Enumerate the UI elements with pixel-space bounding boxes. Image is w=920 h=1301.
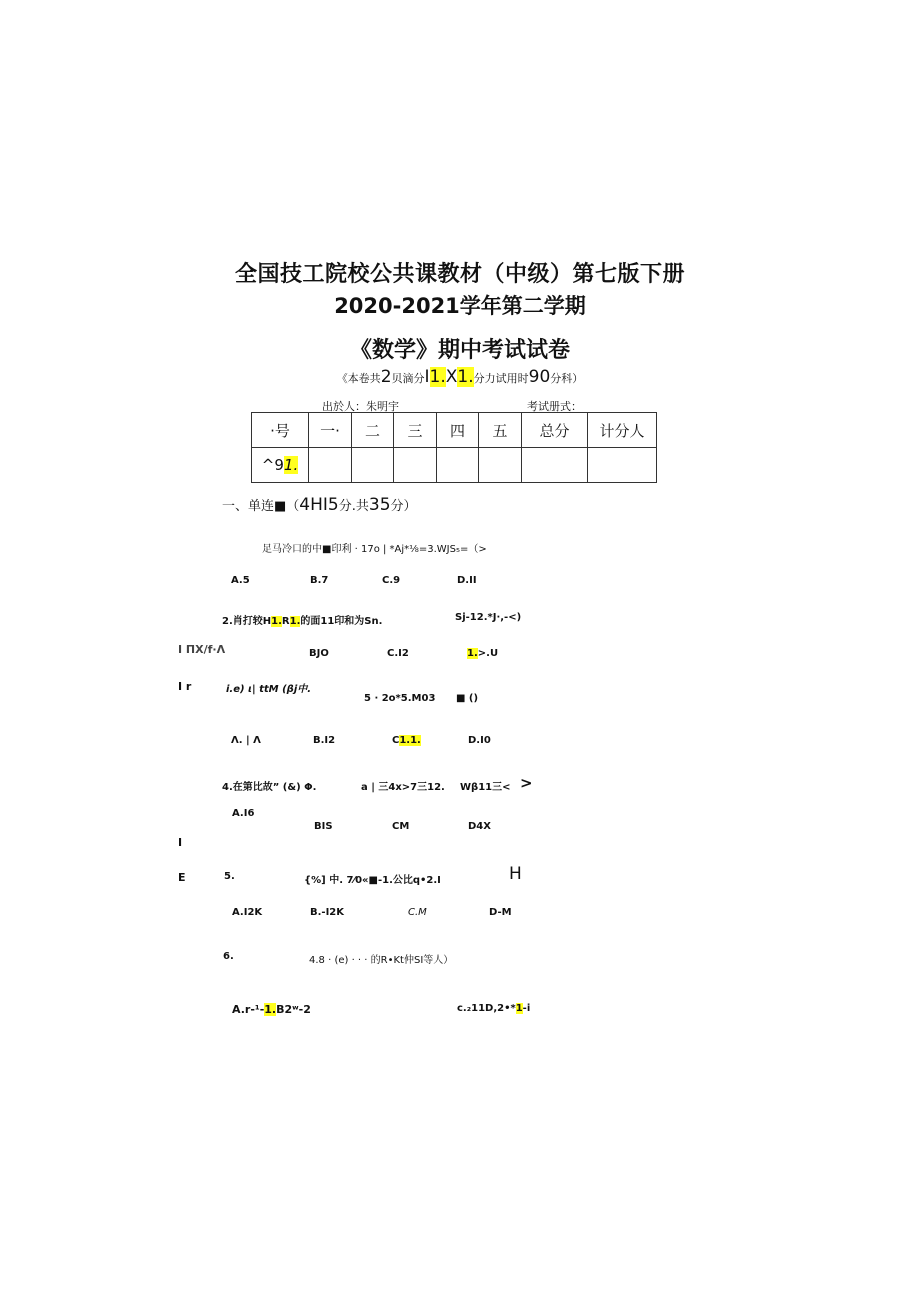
q1-option-b: B.7 — [310, 575, 329, 586]
q1-option-c: C.9 — [382, 575, 401, 586]
q3-option-b: B.I2 — [313, 735, 336, 746]
score-cell[interactable] — [522, 448, 588, 483]
score-cell[interactable] — [309, 448, 352, 483]
q3-option-a: Λ. | Λ — [231, 735, 261, 746]
score-cell[interactable] — [352, 448, 394, 483]
q5-symbol: H — [509, 864, 522, 884]
q3-option-c: C1.1. — [392, 735, 421, 746]
section-heading: 一、单连■（4HI5分.共35分） — [222, 495, 417, 515]
question-6-number: 6. — [223, 951, 234, 962]
q4-option-b: BIS — [314, 821, 333, 832]
q6-option-a: A.r-¹-1.B2ʷ-2 — [232, 1003, 311, 1016]
q1-option-a: A.5 — [231, 575, 250, 586]
question-5-stem: {%] 中. 7⁄0«■-1.公比q•2.I — [304, 875, 441, 886]
question-4-condition: a | 三4x>7三12. — [361, 782, 445, 793]
header-cell: 总分 — [522, 413, 588, 448]
margin-mark: I — [178, 836, 183, 849]
header-cell: 四 — [437, 413, 479, 448]
author-label: 出於人：朱明宇 — [322, 400, 399, 413]
q5-margin-mark: E — [178, 871, 186, 884]
q2-option-d: 1.>.U — [467, 648, 499, 659]
q4-option-a: A.I6 — [232, 808, 255, 819]
header-cell: 计分人 — [588, 413, 657, 448]
score-table-header-row — [252, 413, 657, 448]
q6-option-c: c.₂11D,2•*1-i — [457, 1003, 531, 1014]
score-cell[interactable] — [394, 448, 437, 483]
q3-option-d: D.I0 — [468, 735, 491, 746]
question-4-stem: 4.在第比故” (&) Φ. — [222, 782, 317, 793]
question-2-condition: Sj-12.*J·,-<) — [455, 612, 522, 623]
question-2-stem: 2.肖打较H1.R1.的面11印和为Sn. — [222, 616, 383, 627]
question-3-blank: ■ () — [456, 693, 479, 704]
question-3-stem: i.e) ι| ttM (βj中. — [226, 684, 312, 695]
question-1-stem: 足马冷口的中■印利 · 17o | *Aj*⅛=3.WJS₅=（> — [262, 544, 487, 555]
q4-option-c: CM — [392, 821, 410, 832]
question-4-blank: Wβ11三< — [460, 782, 511, 793]
question-5-number: 5. — [224, 871, 235, 882]
question-3-condition: 5 · 2o*5.M03 — [364, 693, 436, 704]
q5-option-b: B.-I2K — [310, 907, 344, 918]
score-cell[interactable] — [437, 448, 479, 483]
score-table — [251, 412, 657, 483]
score-table-score-row — [252, 448, 657, 483]
q3-margin-mark: I r — [178, 680, 192, 693]
score-cell[interactable] — [588, 448, 657, 483]
q2-option-b: BJO — [309, 648, 329, 659]
header-cell: ·号 — [252, 413, 309, 448]
q4-option-d: D4X — [468, 821, 491, 832]
header-cell: 二 — [352, 413, 394, 448]
q2-margin-mark: I ΠX/f·Λ — [178, 643, 226, 656]
q4-symbol: > — [520, 774, 533, 792]
header-cell: 五 — [479, 413, 522, 448]
score-cell[interactable] — [479, 448, 522, 483]
header-cell: 三 — [394, 413, 437, 448]
document-title: 全国技工院校公共课教材（中级）第七版下册 — [234, 262, 685, 287]
header-cell: 一· — [309, 413, 352, 448]
school-term: 2020-2021学年第二学期 — [334, 294, 586, 318]
q5-option-d: D-M — [489, 907, 512, 918]
exam-form-label: 考试册式： — [527, 400, 582, 413]
exam-title: 《数学》期中考试试卷 — [349, 338, 570, 363]
exam-note: 《本卷共2贝滴分I1.X1.分力试用时90分科） — [336, 367, 584, 387]
q5-option-c: C.M — [408, 907, 427, 918]
q5-option-a: A.I2K — [232, 907, 263, 918]
question-6-stem: 4.8 · (e) · · · 的R•Kt仲SI等人） — [309, 955, 454, 966]
score-row-label: ^91. — [252, 448, 309, 483]
q2-option-c: C.I2 — [387, 648, 409, 659]
q1-option-d: D.II — [457, 575, 477, 586]
